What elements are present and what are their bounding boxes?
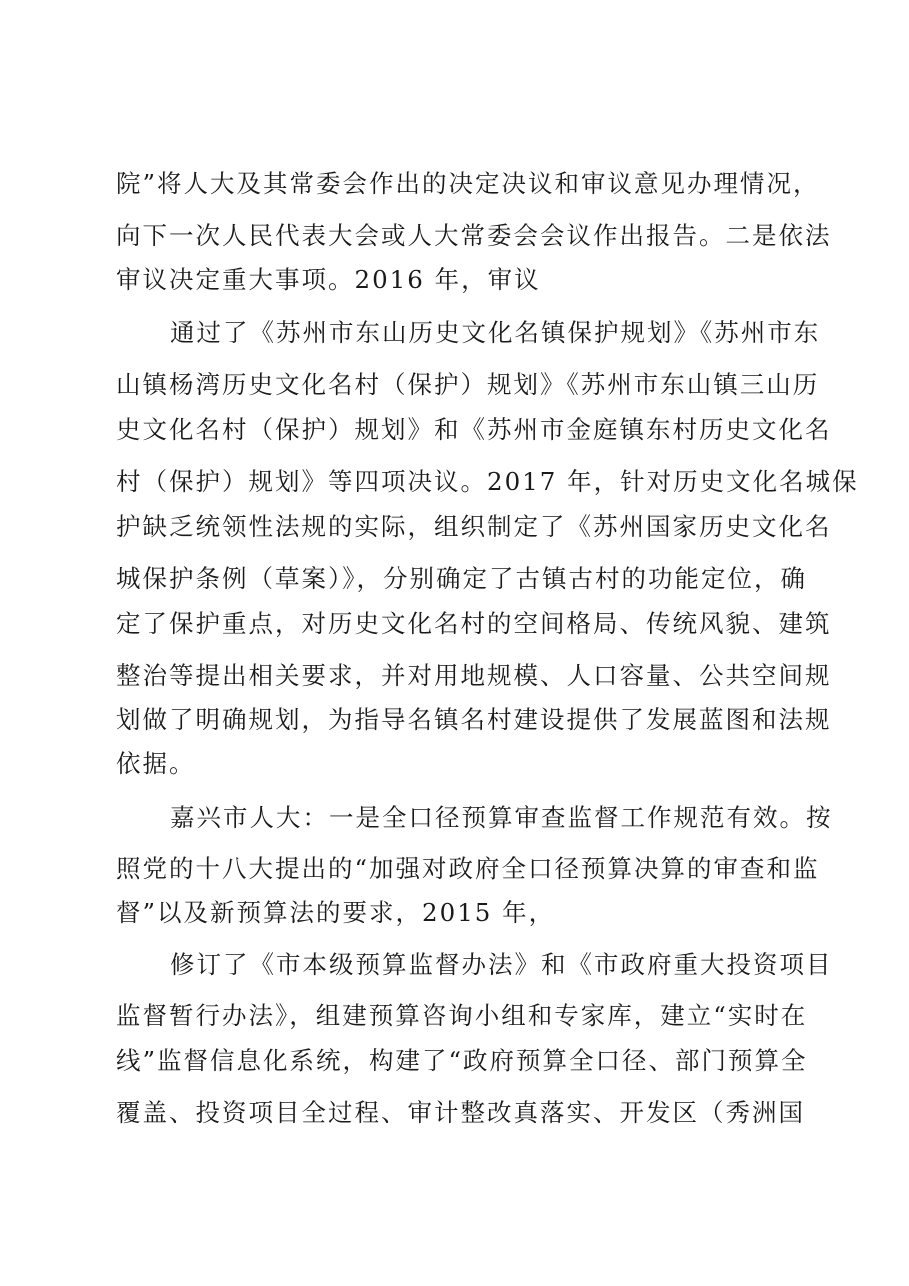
text-line: 山镇杨湾历史文化名村（保护）规划》《苏州市东山镇三山历 — [116, 370, 820, 399]
text-line: 划做了明确规划，为指导名镇名村建设提供了发展蓝图和法规 — [116, 705, 832, 734]
text-line: 史文化名村（保护）规划》和《苏州市金庭镇东村历史文化名 — [116, 415, 832, 444]
text-line: 向下一次人民代表大会或人大常委会会议作出报告。二是依法 — [116, 221, 832, 250]
text-line: 院”将人大及其常委会作出的决定决议和审议意见办理情况， — [116, 169, 820, 198]
text-line: 监督暂行办法》，组建预算咨询小组和专家库，建立“实时在 — [116, 1001, 808, 1030]
text-line: 修订了《市本级预算监督办法》和《市政府重大投资项目 — [170, 950, 833, 979]
text-line: 村（保护）规划》等四项决议。2017 年，针对历史文化名城保 — [116, 467, 859, 496]
text-line: 照党的十八大提出的“加强对政府全口径预算决算的审查和监 — [116, 854, 820, 883]
text-line: 护缺乏统领性法规的实际，组织制定了《苏州国家历史文化名 — [116, 512, 832, 541]
text-line: 城保护条例（草案）》，分别确定了古镇古村的功能定位，确 — [116, 564, 807, 593]
text-line: 线”监督信息化系统，构建了“政府预算全口径、部门预算全 — [116, 1046, 808, 1075]
text-line: 审议决定重大事项。2016 年，审议 — [116, 265, 541, 294]
text-line: 通过了《苏州市东山历史文化名镇保护规划》《苏州市东 — [170, 318, 821, 347]
text-line: 依据。 — [116, 749, 196, 778]
text-line: 督”以及新预算法的要求，2015 年， — [116, 898, 556, 927]
text-line: 覆盖、投资项目全过程、审计整改真落实、开发区（秀洲国 — [116, 1098, 805, 1127]
text-line: 整治等提出相关要求，并对用地规模、人口容量、公共空间规 — [116, 661, 832, 690]
text-line: 嘉兴市人大：一是全口径预算审查监督工作规范有效。按 — [170, 803, 833, 832]
text-line: 定了保护重点，对历史文化名村的空间格局、传统风貌、建筑 — [116, 609, 832, 638]
